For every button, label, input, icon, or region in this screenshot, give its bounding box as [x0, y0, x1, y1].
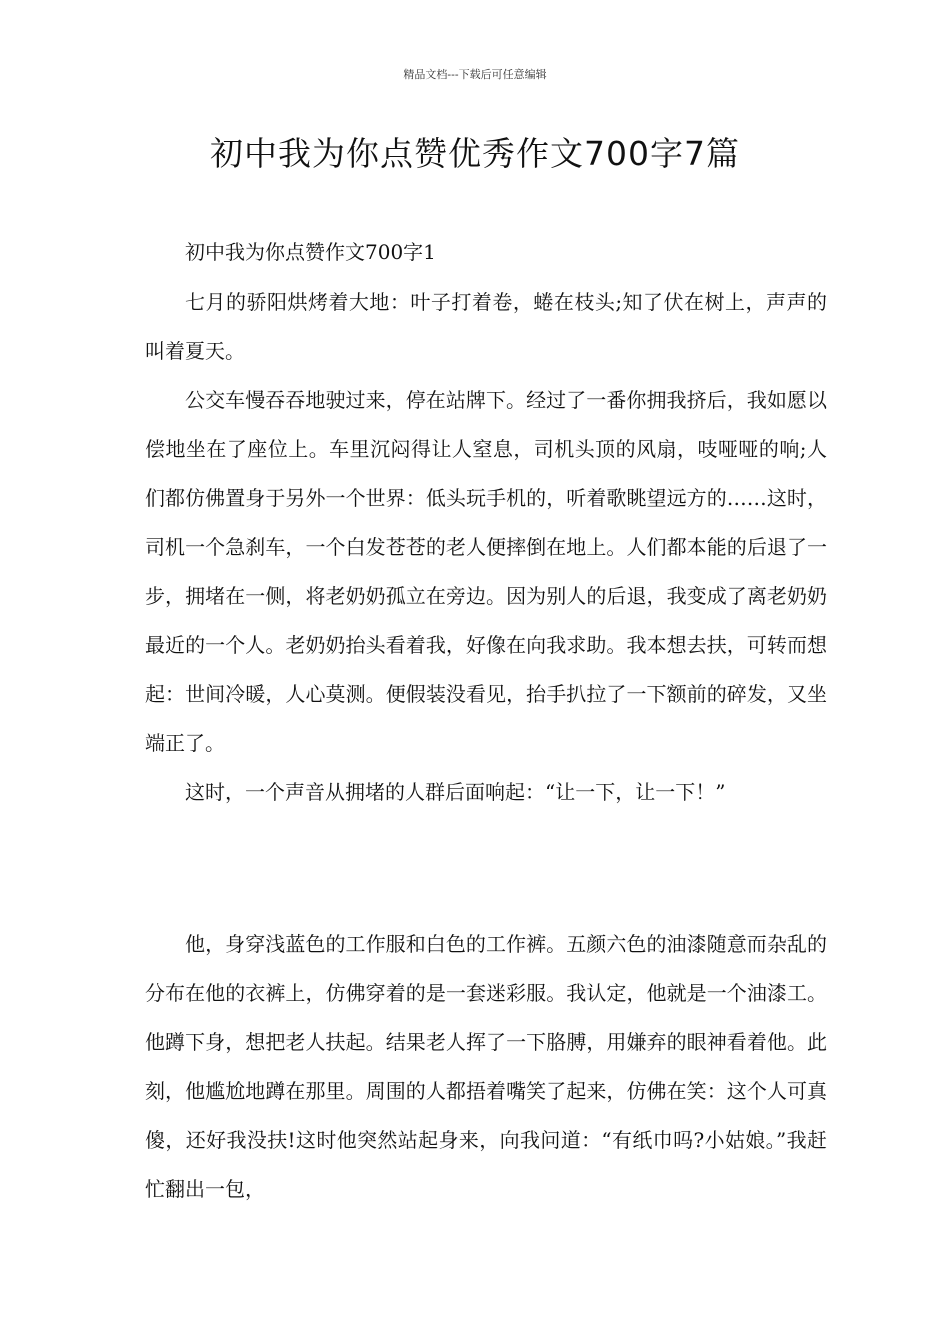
paragraph-2: 公交车慢吞吞地驶过来，停在站牌下。经过了一番你拥我挤后，我如愿以偿地坐在了座位上。车里沉闷得让人窒息，司机头顶的风扇，吱哑哑的响;人们都仿佛置身于另外一个世界：低头玩手机的，听着歌眺望远方的……这时，司机一个急刹车，一个白发苍苍的老人便摔倒在地上。人们都本能的后退了一步，拥堵在一侧，将老奶奶孤立在旁边。因为别人的后退，我变成了离老奶奶最近的一个人。老奶奶抬头看着我，好像在向我求助。我本想去扶，可转而想起：世间冷暖，人心莫测。便假装没看见，抬手扒拉了一下额前的碎发，又坐端正了。	[145, 388, 827, 755]
header-note: 精品文档---下载后可任意编辑	[403, 68, 547, 81]
body-block-1	[145, 278, 827, 817]
subtitle-text: 初中我为你点赞作文700字1	[185, 240, 436, 264]
paragraph-3: 这时，一个声音从拥堵的人群后面响起：“让一下，让一下！”	[185, 780, 726, 804]
paragraph-4: 他，身穿浅蓝色的工作服和白色的工作裤。五颜六色的油漆随意而杂乱的分布在他的衣裤上，仿佛穿着的是一套迷彩服。我认定，他就是一个油漆工。他蹲下身，想把老人扶起。结果老人挥了一下胳膊，用嫌弃的眼神看着他。此刻，他尴尬地蹲在那里。周围的人都捂着嘴笑了起来，仿佛在笑：这个人可真傻，还好我没扶!这时他突然站起身来，向我问道：“有纸巾吗?小姑娘。”我赶忙翻出一包，	[145, 932, 827, 1201]
document-title: 初中我为你点赞优秀作文700字7篇	[210, 134, 740, 173]
paragraph-1: 七月的骄阳烘烤着大地：叶子打着卷，蜷在枝头;知了伏在树上，声声的叫着夏天。	[145, 290, 827, 363]
body-block-2	[145, 920, 827, 1214]
section-subtitle	[145, 228, 827, 277]
